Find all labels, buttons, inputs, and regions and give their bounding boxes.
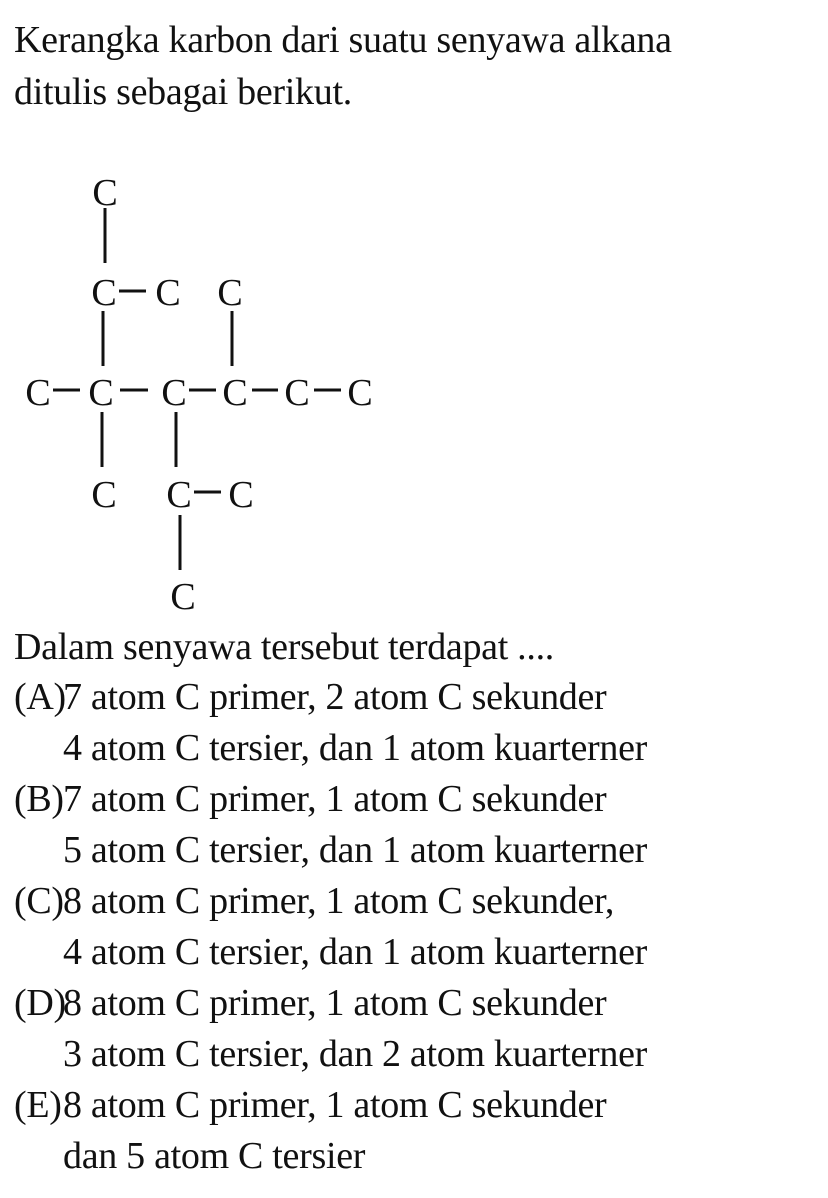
- option-text-line-2: 4 atom C tersier, dan 1 atom kuarterner: [63, 727, 648, 769]
- option-text: [63, 876, 824, 978]
- option-text-line-2: 4 atom C tersier, dan 1 atom kuarterner: [63, 931, 648, 973]
- carbon-atom: C: [161, 372, 187, 414]
- option-text-line-2: dan 5 atom C tersier: [63, 1135, 366, 1177]
- carbon-atom: C: [25, 372, 51, 414]
- option-a[interactable]: [14, 672, 824, 774]
- option-text-line-1: 7 atom C primer, 2 atom C sekunder: [63, 676, 607, 718]
- question-intro: [14, 14, 814, 118]
- carbon-atom: C: [91, 474, 117, 516]
- carbon-atom: C: [88, 372, 114, 414]
- carbon-atom: C: [92, 172, 118, 214]
- carbon-atom: C: [91, 272, 117, 314]
- option-text-line-2: 5 atom C tersier, dan 1 atom kuarterner: [63, 829, 648, 871]
- bond-lines: [0, 150, 400, 620]
- carbon-atom: C: [166, 474, 192, 516]
- option-text: [63, 774, 824, 876]
- option-text-line-1: 8 atom C primer, 1 atom C sekunder: [63, 1084, 607, 1126]
- carbon-atom: C: [170, 576, 196, 618]
- option-letter: (B): [14, 778, 64, 820]
- answer-options: [14, 672, 824, 1182]
- option-text-line-1: 8 atom C primer, 1 atom C sekunder,: [63, 880, 615, 922]
- option-text: [63, 672, 824, 774]
- carbon-atom: C: [347, 372, 373, 414]
- option-text: [63, 978, 824, 1080]
- option-c[interactable]: [14, 876, 824, 978]
- option-letter: (D): [14, 982, 66, 1024]
- carbon-atom: C: [228, 474, 254, 516]
- question-stem: Dalam senyawa tersebut terdapat ....: [14, 626, 554, 668]
- intro-line-2: ditulis sebagai berikut.: [14, 71, 352, 113]
- option-letter: (C): [14, 880, 64, 922]
- option-letter: (E): [14, 1084, 62, 1126]
- option-letter: (A): [14, 676, 66, 718]
- option-text-line-1: 7 atom C primer, 1 atom C sekunder: [63, 778, 607, 820]
- carbon-atom: C: [284, 372, 310, 414]
- option-e[interactable]: [14, 1080, 824, 1182]
- option-text-line-1: 8 atom C primer, 1 atom C sekunder: [63, 982, 607, 1024]
- intro-line-1: Kerangka karbon dari suatu senyawa alkana: [14, 19, 672, 61]
- carbon-atom: C: [222, 372, 248, 414]
- carbon-skeleton-diagram: [0, 150, 400, 620]
- option-text-line-2: 3 atom C tersier, dan 2 atom kuarterner: [63, 1033, 648, 1075]
- carbon-atom: C: [217, 272, 243, 314]
- option-text: [63, 1080, 824, 1182]
- option-d[interactable]: [14, 978, 824, 1080]
- carbon-atom: C: [155, 272, 181, 314]
- option-b[interactable]: [14, 774, 824, 876]
